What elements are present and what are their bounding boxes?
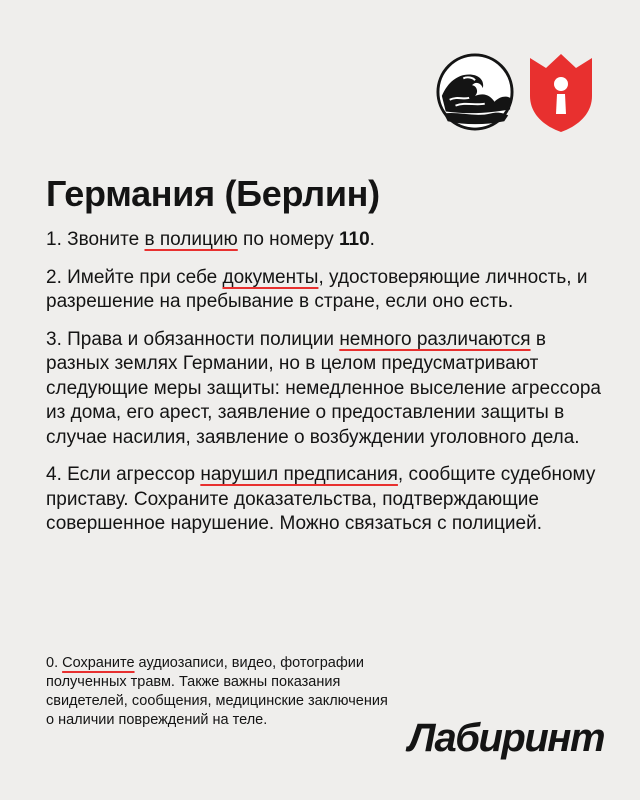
logos xyxy=(436,50,596,134)
footnote: 0. Сохраните аудиозаписи, видео, фотографии полученных травм. Также важны показания свидетелей, сообщения, медицинские заключения о наличии повреждений на теле. xyxy=(46,655,388,728)
item-2: 2. Имейте при себе документы, удостоверяющие личность, и разрешение на пребывание в стране, если оно есть. xyxy=(46,266,588,312)
item-3: 3. Права и обязанности полиции немного различаются в разных землях Германии, но в целом предусматривают следующие меры защиты: немедленное выселение агрессора из дома, его арест, заявление о предоставлении защиты в случае насилия, заявление о возбуждении уголовного дела. xyxy=(46,328,601,448)
page-title: Германия (Берлин) xyxy=(46,173,380,214)
item-1: 1. Звоните в полицию по номеру 110. xyxy=(46,229,375,250)
brand-logo: Лабиринт xyxy=(408,716,605,760)
wave-icon xyxy=(436,53,514,131)
main-content xyxy=(46,172,606,550)
shield-icon xyxy=(526,50,596,134)
item-4: 4. Если агрессор нарушил предписания, сообщите судебному приставу. Сохраните доказательства, подтверждающие совершенное нарушение. Можно связаться с полицией. xyxy=(46,464,596,534)
